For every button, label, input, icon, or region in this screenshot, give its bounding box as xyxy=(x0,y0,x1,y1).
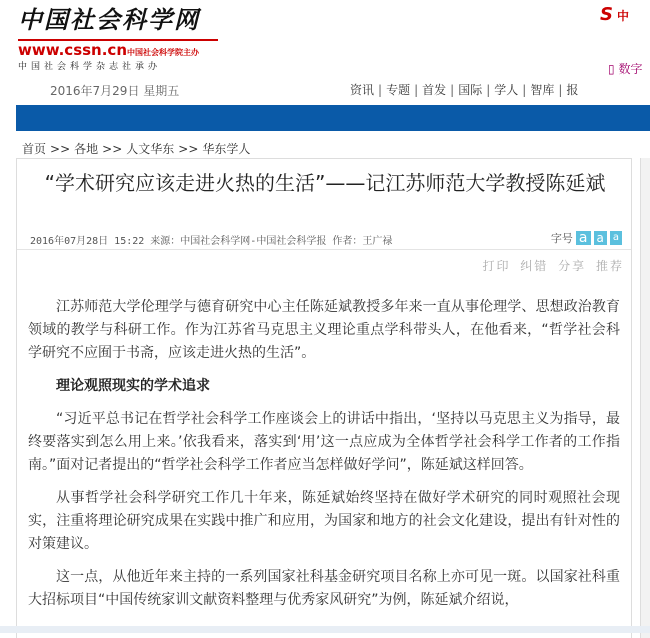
font-size-control xyxy=(551,230,622,246)
divider xyxy=(17,249,631,250)
nav-item[interactable]: 首发 xyxy=(422,83,447,97)
share-button[interactable]: 分享 xyxy=(558,259,587,273)
breadcrumb-separator: >> xyxy=(50,142,71,156)
nav-item[interactable]: 报 xyxy=(566,83,579,97)
main-nav xyxy=(350,83,578,97)
font-size-small[interactable]: a xyxy=(610,231,622,245)
section-heading: 理论观照现实的学术追求 xyxy=(56,378,210,394)
nav-bar xyxy=(16,105,650,131)
font-size-label: 字号 xyxy=(550,232,573,245)
nav-item[interactable]: 专题 xyxy=(386,83,411,97)
correct-button[interactable]: 纠错 xyxy=(520,259,549,273)
nav-item[interactable]: 学人 xyxy=(494,83,519,97)
digital-newspaper-link[interactable]: ▯ 数字 xyxy=(608,62,643,76)
scrollbar[interactable] xyxy=(640,158,650,638)
document-icon: ▯ xyxy=(608,62,615,76)
logo-url: www.cssn.cn中国社会科学院主办 xyxy=(18,41,200,59)
article-meta: 2016年07月28日 15:22 来源：中国社会科学网-中国社会科学报 作者：王广禄 xyxy=(30,236,393,247)
logo-title: 中国社会科学网 xyxy=(18,5,200,34)
site-logo[interactable] xyxy=(18,4,218,74)
nav-separator: | xyxy=(450,83,455,97)
logo-subtitle: 中国社会科学杂志社承办 xyxy=(18,62,162,72)
breadcrumb-separator: >> xyxy=(102,142,123,156)
nav-separator: | xyxy=(522,83,527,97)
breadcrumb-link[interactable]: 首页 xyxy=(22,142,47,156)
nav-separator: | xyxy=(486,83,491,97)
article-title: “学术研究应该走进火热的生活”——记江苏师范大学教授陈延斌 xyxy=(44,171,606,195)
article-body xyxy=(28,296,620,622)
bottom-bar xyxy=(0,626,650,633)
paragraph: 从事哲学社会科学研究工作几十年来，陈延斌始终坚持在做好学术研究的同时观照社会现实，注重将理论研究成果在实践中推广和应用，为国家和地方的社会文化建设，提出有针对性的对策建议。 xyxy=(28,490,620,552)
nav-item[interactable]: 国际 xyxy=(458,83,483,97)
paragraph: 江苏师范大学伦理学与德育研究中心主任陈延斌教授多年来一直从事伦理学、思想政治教育领域的教学与科研工作。作为江苏省马克思主义理论重点学科带头人，在他看来，“哲学社会科学研究不应囿于书斋，应该走进火热的生活”。 xyxy=(28,299,620,361)
font-size-medium[interactable]: a xyxy=(594,231,607,245)
breadcrumb xyxy=(20,140,252,157)
partner-logo[interactable]: S 中 xyxy=(600,4,629,25)
breadcrumb-link[interactable]: 华东学人 xyxy=(202,142,251,156)
current-date: 2016年7月29日 星期五 xyxy=(50,84,180,98)
paragraph: “习近平总书记在哲学社会科学工作座谈会上的讲话中指出，‘坚持以马克思主义为指导，最终要落实到怎么用上来。’依我看来，落实到‘用’这一点应成为全体哲学社会科学工作者的工作指南。”面对记者提出的“哲学社会科学工作者应当怎样做好学问”，陈延斌这样回答。 xyxy=(28,411,620,473)
nav-separator: | xyxy=(558,83,563,97)
article-tools xyxy=(482,257,624,274)
font-size-large[interactable]: a xyxy=(576,231,591,245)
nav-separator: | xyxy=(378,83,383,97)
breadcrumb-link[interactable]: 各地 xyxy=(74,142,99,156)
breadcrumb-link[interactable]: 人文华东 xyxy=(126,142,175,156)
breadcrumb-separator: >> xyxy=(178,142,199,156)
nav-item[interactable]: 智库 xyxy=(530,83,555,97)
nav-item[interactable]: 资讯 xyxy=(350,83,375,97)
paragraph: 这一点，从他近年来主持的一系列国家社科基金研究项目名称上亦可见一斑。以国家社科重大招标项目“中国传统家训文献资料整理与优秀家风研究”为例，陈延斌介绍说， xyxy=(28,569,620,608)
nav-separator: | xyxy=(414,83,419,97)
recommend-button[interactable]: 推荐 xyxy=(595,259,624,273)
print-button[interactable]: 打印 xyxy=(482,259,511,273)
